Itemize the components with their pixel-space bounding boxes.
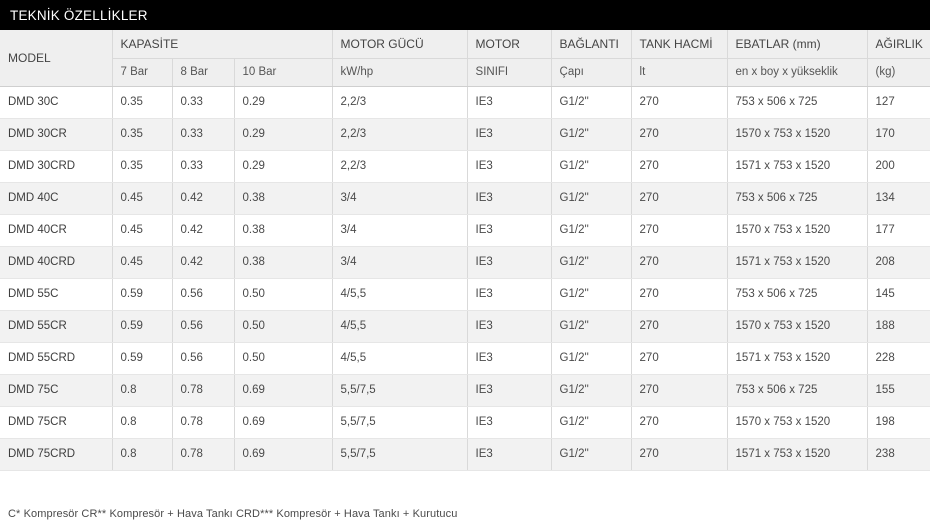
- cell-motor-sinifi: IE3: [467, 374, 551, 406]
- cell-8bar: 0.42: [172, 182, 234, 214]
- cell-tank-hacmi: 270: [631, 278, 727, 310]
- cell-ebatlar: 753 x 506 x 725: [727, 182, 867, 214]
- column-header-tank-hacmi: TANK HACMİ: [631, 30, 727, 58]
- cell-model: DMD 40CR: [0, 214, 112, 246]
- cell-model: DMD 40C: [0, 182, 112, 214]
- table-row: [0, 118, 930, 150]
- cell-model: DMD 75CR: [0, 406, 112, 438]
- cell-8bar: 0.78: [172, 374, 234, 406]
- cell-baglanti-capi: G1/2'': [551, 374, 631, 406]
- column-header-agirlik: AĞIRLIK: [867, 30, 930, 58]
- column-subheader-capi: Çapı: [551, 58, 631, 86]
- table-header-sub-row: [0, 58, 930, 86]
- cell-motor-gucu: 5,5/7,5: [332, 438, 467, 470]
- table-row: [0, 406, 930, 438]
- cell-tank-hacmi: 270: [631, 182, 727, 214]
- cell-motor-sinifi: IE3: [467, 214, 551, 246]
- cell-motor-gucu: 4/5,5: [332, 310, 467, 342]
- cell-tank-hacmi: 270: [631, 438, 727, 470]
- cell-10bar: 0.69: [234, 438, 332, 470]
- cell-7bar: 0.35: [112, 86, 172, 118]
- cell-tank-hacmi: 270: [631, 310, 727, 342]
- cell-model: DMD 30CR: [0, 118, 112, 150]
- cell-7bar: 0.59: [112, 342, 172, 374]
- table-row: [0, 374, 930, 406]
- cell-10bar: 0.29: [234, 86, 332, 118]
- table-row: [0, 246, 930, 278]
- column-header-motor: MOTOR: [467, 30, 551, 58]
- cell-10bar: 0.38: [234, 246, 332, 278]
- cell-7bar: 0.59: [112, 278, 172, 310]
- cell-motor-gucu: 5,5/7,5: [332, 406, 467, 438]
- cell-motor-gucu: 3/4: [332, 182, 467, 214]
- column-subheader-10bar: 10 Bar: [234, 58, 332, 86]
- cell-motor-gucu: 5,5/7,5: [332, 374, 467, 406]
- cell-motor-gucu: 4/5,5: [332, 278, 467, 310]
- cell-ebatlar: 1570 x 753 x 1520: [727, 310, 867, 342]
- cell-baglanti-capi: G1/2'': [551, 182, 631, 214]
- cell-baglanti-capi: G1/2'': [551, 438, 631, 470]
- table-header-group-row: [0, 30, 930, 58]
- cell-agirlik: 155: [867, 374, 930, 406]
- column-subheader-kg: (kg): [867, 58, 930, 86]
- column-subheader-kw-hp: kW/hp: [332, 58, 467, 86]
- cell-tank-hacmi: 270: [631, 406, 727, 438]
- cell-model: DMD 55CR: [0, 310, 112, 342]
- cell-baglanti-capi: G1/2'': [551, 118, 631, 150]
- cell-agirlik: 198: [867, 406, 930, 438]
- cell-motor-sinifi: IE3: [467, 406, 551, 438]
- cell-agirlik: 127: [867, 86, 930, 118]
- cell-model: DMD 30CRD: [0, 150, 112, 182]
- cell-agirlik: 188: [867, 310, 930, 342]
- cell-tank-hacmi: 270: [631, 374, 727, 406]
- table-head: [0, 30, 930, 86]
- table-body: [0, 86, 930, 470]
- footnote: C* Kompresör CR** Kompresör + Hava Tankı CRD*** Kompresör + Hava Tankı + Kurutucu: [8, 508, 458, 520]
- cell-motor-gucu: 4/5,5: [332, 342, 467, 374]
- cell-ebatlar: 1570 x 753 x 1520: [727, 214, 867, 246]
- column-header-ebatlar: EBATLAR (mm): [727, 30, 867, 58]
- cell-baglanti-capi: G1/2'': [551, 406, 631, 438]
- cell-ebatlar: 1571 x 753 x 1520: [727, 246, 867, 278]
- cell-ebatlar: 753 x 506 x 725: [727, 374, 867, 406]
- cell-baglanti-capi: G1/2'': [551, 246, 631, 278]
- cell-motor-sinifi: IE3: [467, 438, 551, 470]
- cell-motor-gucu: 3/4: [332, 246, 467, 278]
- cell-8bar: 0.78: [172, 406, 234, 438]
- cell-motor-sinifi: IE3: [467, 118, 551, 150]
- cell-8bar: 0.56: [172, 342, 234, 374]
- cell-8bar: 0.56: [172, 278, 234, 310]
- column-header-kapasite: KAPASİTE: [112, 30, 332, 58]
- cell-motor-sinifi: IE3: [467, 342, 551, 374]
- cell-ebatlar: 1571 x 753 x 1520: [727, 150, 867, 182]
- cell-agirlik: 145: [867, 278, 930, 310]
- cell-motor-sinifi: IE3: [467, 150, 551, 182]
- cell-7bar: 0.35: [112, 150, 172, 182]
- cell-8bar: 0.56: [172, 310, 234, 342]
- table-row: [0, 278, 930, 310]
- column-header-model: MODEL: [0, 30, 112, 86]
- cell-baglanti-capi: G1/2'': [551, 86, 631, 118]
- column-subheader-lt: lt: [631, 58, 727, 86]
- cell-10bar: 0.38: [234, 214, 332, 246]
- cell-10bar: 0.50: [234, 342, 332, 374]
- cell-model: DMD 40CRD: [0, 246, 112, 278]
- cell-10bar: 0.69: [234, 374, 332, 406]
- cell-baglanti-capi: G1/2'': [551, 278, 631, 310]
- cell-baglanti-capi: G1/2'': [551, 310, 631, 342]
- column-header-baglanti: BAĞLANTI: [551, 30, 631, 58]
- cell-8bar: 0.42: [172, 214, 234, 246]
- cell-motor-sinifi: IE3: [467, 182, 551, 214]
- cell-ebatlar: 1570 x 753 x 1520: [727, 406, 867, 438]
- column-header-motor-gucu: MOTOR GÜCÜ: [332, 30, 467, 58]
- cell-10bar: 0.50: [234, 278, 332, 310]
- cell-7bar: 0.8: [112, 374, 172, 406]
- column-subheader-7bar: 7 Bar: [112, 58, 172, 86]
- cell-baglanti-capi: G1/2'': [551, 150, 631, 182]
- cell-8bar: 0.33: [172, 86, 234, 118]
- column-subheader-ebat-detail: en x boy x yükseklik: [727, 58, 867, 86]
- table-row: [0, 310, 930, 342]
- cell-agirlik: 238: [867, 438, 930, 470]
- cell-agirlik: 134: [867, 182, 930, 214]
- cell-agirlik: 170: [867, 118, 930, 150]
- table-row: [0, 182, 930, 214]
- cell-8bar: 0.33: [172, 150, 234, 182]
- cell-7bar: 0.35: [112, 118, 172, 150]
- cell-7bar: 0.8: [112, 438, 172, 470]
- cell-ebatlar: 1570 x 753 x 1520: [727, 118, 867, 150]
- cell-10bar: 0.50: [234, 310, 332, 342]
- cell-tank-hacmi: 270: [631, 150, 727, 182]
- cell-tank-hacmi: 270: [631, 118, 727, 150]
- table-row: [0, 214, 930, 246]
- cell-motor-sinifi: IE3: [467, 278, 551, 310]
- cell-motor-gucu: 3/4: [332, 214, 467, 246]
- cell-tank-hacmi: 270: [631, 214, 727, 246]
- cell-model: DMD 75CRD: [0, 438, 112, 470]
- cell-tank-hacmi: 270: [631, 342, 727, 374]
- cell-agirlik: 208: [867, 246, 930, 278]
- cell-baglanti-capi: G1/2'': [551, 214, 631, 246]
- cell-motor-sinifi: IE3: [467, 310, 551, 342]
- table-row: [0, 86, 930, 118]
- cell-agirlik: 200: [867, 150, 930, 182]
- table-row: [0, 342, 930, 374]
- cell-10bar: 0.29: [234, 150, 332, 182]
- cell-model: DMD 75C: [0, 374, 112, 406]
- cell-model: DMD 55C: [0, 278, 112, 310]
- cell-tank-hacmi: 270: [631, 86, 727, 118]
- cell-ebatlar: 1571 x 753 x 1520: [727, 438, 867, 470]
- cell-agirlik: 228: [867, 342, 930, 374]
- cell-motor-gucu: 2,2/3: [332, 150, 467, 182]
- cell-tank-hacmi: 270: [631, 246, 727, 278]
- cell-ebatlar: 1571 x 753 x 1520: [727, 342, 867, 374]
- cell-10bar: 0.29: [234, 118, 332, 150]
- cell-ebatlar: 753 x 506 x 725: [727, 278, 867, 310]
- table-row: [0, 438, 930, 470]
- page-title-bar: [0, 0, 930, 30]
- cell-motor-sinifi: IE3: [467, 86, 551, 118]
- cell-7bar: 0.45: [112, 246, 172, 278]
- cell-8bar: 0.33: [172, 118, 234, 150]
- technical-specifications-table: [0, 30, 930, 471]
- column-subheader-8bar: 8 Bar: [172, 58, 234, 86]
- cell-7bar: 0.59: [112, 310, 172, 342]
- cell-7bar: 0.45: [112, 182, 172, 214]
- table-row: [0, 150, 930, 182]
- cell-baglanti-capi: G1/2'': [551, 342, 631, 374]
- cell-8bar: 0.78: [172, 438, 234, 470]
- cell-10bar: 0.38: [234, 182, 332, 214]
- cell-7bar: 0.8: [112, 406, 172, 438]
- cell-ebatlar: 753 x 506 x 725: [727, 86, 867, 118]
- cell-agirlik: 177: [867, 214, 930, 246]
- page-title: TEKNİK ÖZELLİKLER: [10, 7, 148, 23]
- cell-8bar: 0.42: [172, 246, 234, 278]
- cell-7bar: 0.45: [112, 214, 172, 246]
- cell-motor-sinifi: IE3: [467, 246, 551, 278]
- cell-10bar: 0.69: [234, 406, 332, 438]
- cell-model: DMD 55CRD: [0, 342, 112, 374]
- cell-model: DMD 30C: [0, 86, 112, 118]
- cell-motor-gucu: 2,2/3: [332, 118, 467, 150]
- cell-motor-gucu: 2,2/3: [332, 86, 467, 118]
- column-subheader-sinifi: SINIFI: [467, 58, 551, 86]
